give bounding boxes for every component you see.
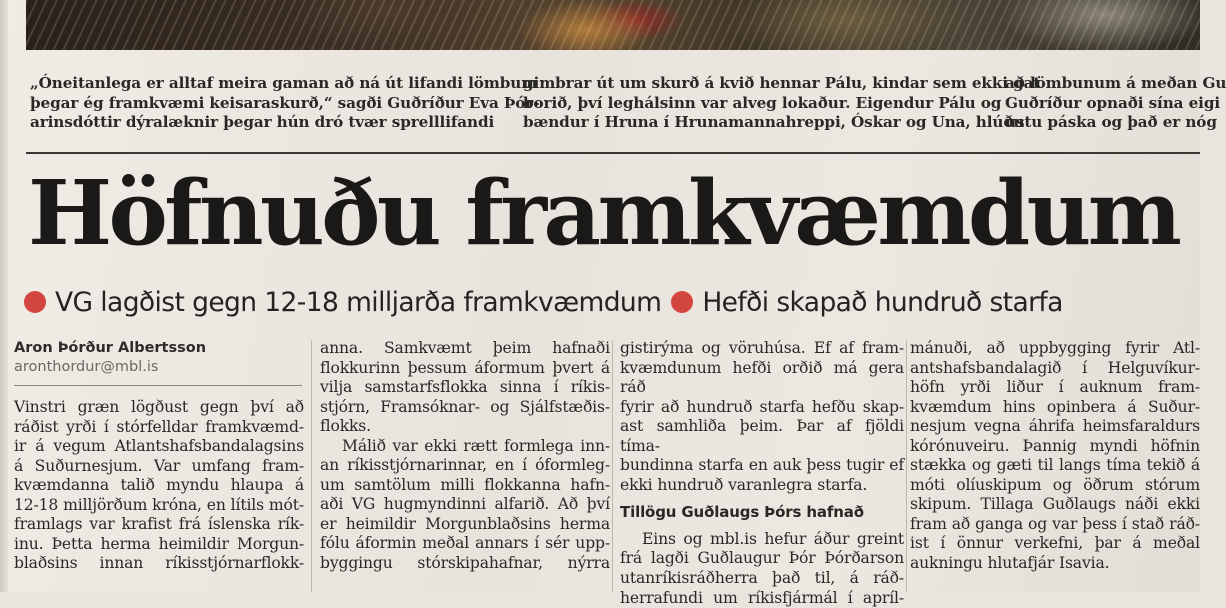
body-line: er heimildir Morgunblaðsins herma <box>320 514 610 533</box>
body-line: antshafsbandalagið í Helguvíkur- <box>910 358 1200 377</box>
body-line: stækka og gæti til langs tíma tekið á <box>910 456 1200 475</box>
subhead-point-1: VG lagðist gegn 12-18 milljarða framkvæmdum <box>55 286 662 318</box>
body-line: nesjum vegna áhrifa heimsfaraldurs <box>910 417 1200 436</box>
body-line: byggingu stórskipahafnar, nýrra <box>320 554 610 573</box>
body-line: á Suðurnesjum. Var umfang fram- <box>14 456 304 475</box>
body-line: 12-18 milljörðum króna, en lítils mót- <box>14 495 304 514</box>
author-email[interactable]: aronthordur@mbl.is <box>14 359 159 375</box>
subhead-point-2: Hefði skapað hundruð starfa <box>702 286 1063 318</box>
caption-line: borið, því leghálsinn var alveg lokaður. Eigendur Pálu og <box>523 93 1002 112</box>
body-line: flokkurinn þessum áformum þvert á <box>320 358 610 377</box>
photo-hay-texture <box>26 0 1200 50</box>
body-line: vilja samstarfsflokka sinna í ríkis- <box>320 378 610 397</box>
body-line: fram að ganga og var þess í stað ráð- <box>910 514 1200 533</box>
caption-line: bændur í Hruna í Hrunamannahreppi, Óskar og Una, hlúðu <box>523 113 1025 131</box>
body-line: Eins og mbl.is hefur áður greint <box>642 529 904 548</box>
body-line: höfn yrði liður í auknum fram- <box>910 378 1200 397</box>
lamb-photograph <box>26 0 1200 50</box>
body-line: gistirýma og vöruhúsa. Ef af fram- <box>620 339 904 357</box>
body-line: inu. Þetta herma heimildir Morgun- <box>14 534 304 553</box>
article-subheadline <box>24 282 1200 322</box>
body-line: ráðist yrði í stórfelldar framkvæmd- <box>14 417 304 436</box>
body-column-1 <box>14 398 304 574</box>
caption-line: arinsdóttir dýralæknir þegar hún dró tvær sprelllifandi <box>30 113 495 131</box>
body-column-2 <box>320 339 610 574</box>
body-line: frá lagði Guðlaugur Þór Þórðarson <box>620 549 904 568</box>
body-line: framlags var krafist frá íslenska rík- <box>14 515 304 534</box>
body-line: Vinstri græn lögðust gegn því að <box>14 398 304 416</box>
author-name: Aron Þórður Albertsson <box>14 340 207 356</box>
body-line: ekki hundruð varanlegra starfa. <box>620 475 868 494</box>
photo-caption-column-1 <box>30 74 540 133</box>
page-edge-shadow <box>0 0 8 592</box>
body-line: flokks. <box>320 417 371 436</box>
caption-line: gimbrar út um skurð á kvið hennar Pálu, kindar sem ekki gat <box>523 74 1041 92</box>
body-line: kvæmdum hins opinbera á Suður- <box>910 397 1200 416</box>
body-line: mánuði, að uppbygging fyrir Atl- <box>910 339 1200 357</box>
body-column-4 <box>910 339 1200 574</box>
body-line: bundinna starfa en auk þess tugir ef <box>620 456 904 475</box>
body-line: kórónuveiru. Þannig myndi höfnin <box>910 436 1200 455</box>
section-divider <box>26 152 1200 154</box>
body-line: fyrir að hundruð starfa hefðu skap- <box>620 397 904 416</box>
body-line: aði VG hugmyndinni alfarið. Að því <box>320 495 610 514</box>
body-line: fólu áformin meðal annars í sér upp- <box>320 534 610 553</box>
body-line: skipum. Tillaga Guðlaugs náði ekki <box>910 495 1200 514</box>
column-divider <box>311 340 312 592</box>
body-line: ist í önnur verkefni, þar á meðal <box>910 534 1200 553</box>
photo-caption-column-3 <box>1005 74 1226 133</box>
body-line: ast samhliða þeim. Þar af fjöldi tíma- <box>620 417 904 455</box>
section-subheading: Tillögu Guðlaugs Þórs hafnað <box>620 503 864 522</box>
body-line: móti olíuskipum og öðrum stórum <box>910 475 1200 494</box>
body-line: aukningu hlutafjár Isavia. <box>910 554 1110 573</box>
body-line: herrafundi um ríkisfjármál í apríl- <box>620 588 904 607</box>
body-line: kvæmdanna talið myndu hlaupa á <box>14 476 304 495</box>
caption-line: ustu páska og það er nóg <box>1005 113 1217 131</box>
body-line: anna. Samkvæmt þeim hafnaði <box>320 339 610 357</box>
body-line: blaðsins innan ríkisstjórnarflokk- <box>14 554 304 573</box>
article-headline: Höfnuðu framkvæmdum <box>28 160 1179 265</box>
body-line: Málið var ekki rætt formlega inn- <box>342 436 610 455</box>
body-line: um samtölum milli flokkanna hafn- <box>320 475 610 494</box>
body-line: ir á vegum Atlantshafsbandalagsins <box>14 437 304 456</box>
body-line: stjórn, Framsóknar- og Sjálfstæðis- <box>320 397 610 416</box>
body-line: utanríkisráðherra það til, á ráð- <box>620 569 904 588</box>
column-divider <box>612 340 613 592</box>
column-divider <box>906 340 907 592</box>
caption-line: að lömbunum á meðan Gu <box>1005 74 1226 92</box>
red-bullet-icon <box>24 291 46 313</box>
body-column-3 <box>620 339 904 608</box>
photo-caption-column-2 <box>523 74 1041 133</box>
body-line: an ríkisstjórnarinnar, en í óformleg- <box>320 456 610 475</box>
byline-divider <box>14 385 302 386</box>
caption-line: „Óneitanlega er alltaf meira gaman að ná út lifandi lömbum <box>30 74 538 92</box>
body-line: kvæmdunum hefði orðið má gera ráð <box>620 358 904 397</box>
caption-line: Guðríður opnaði sína eigi <box>1005 93 1221 112</box>
caption-line: þegar ég framkvæmi keisaraskurð,“ sagði Guðríður Eva Þór- <box>30 93 540 112</box>
red-bullet-icon <box>671 291 693 313</box>
